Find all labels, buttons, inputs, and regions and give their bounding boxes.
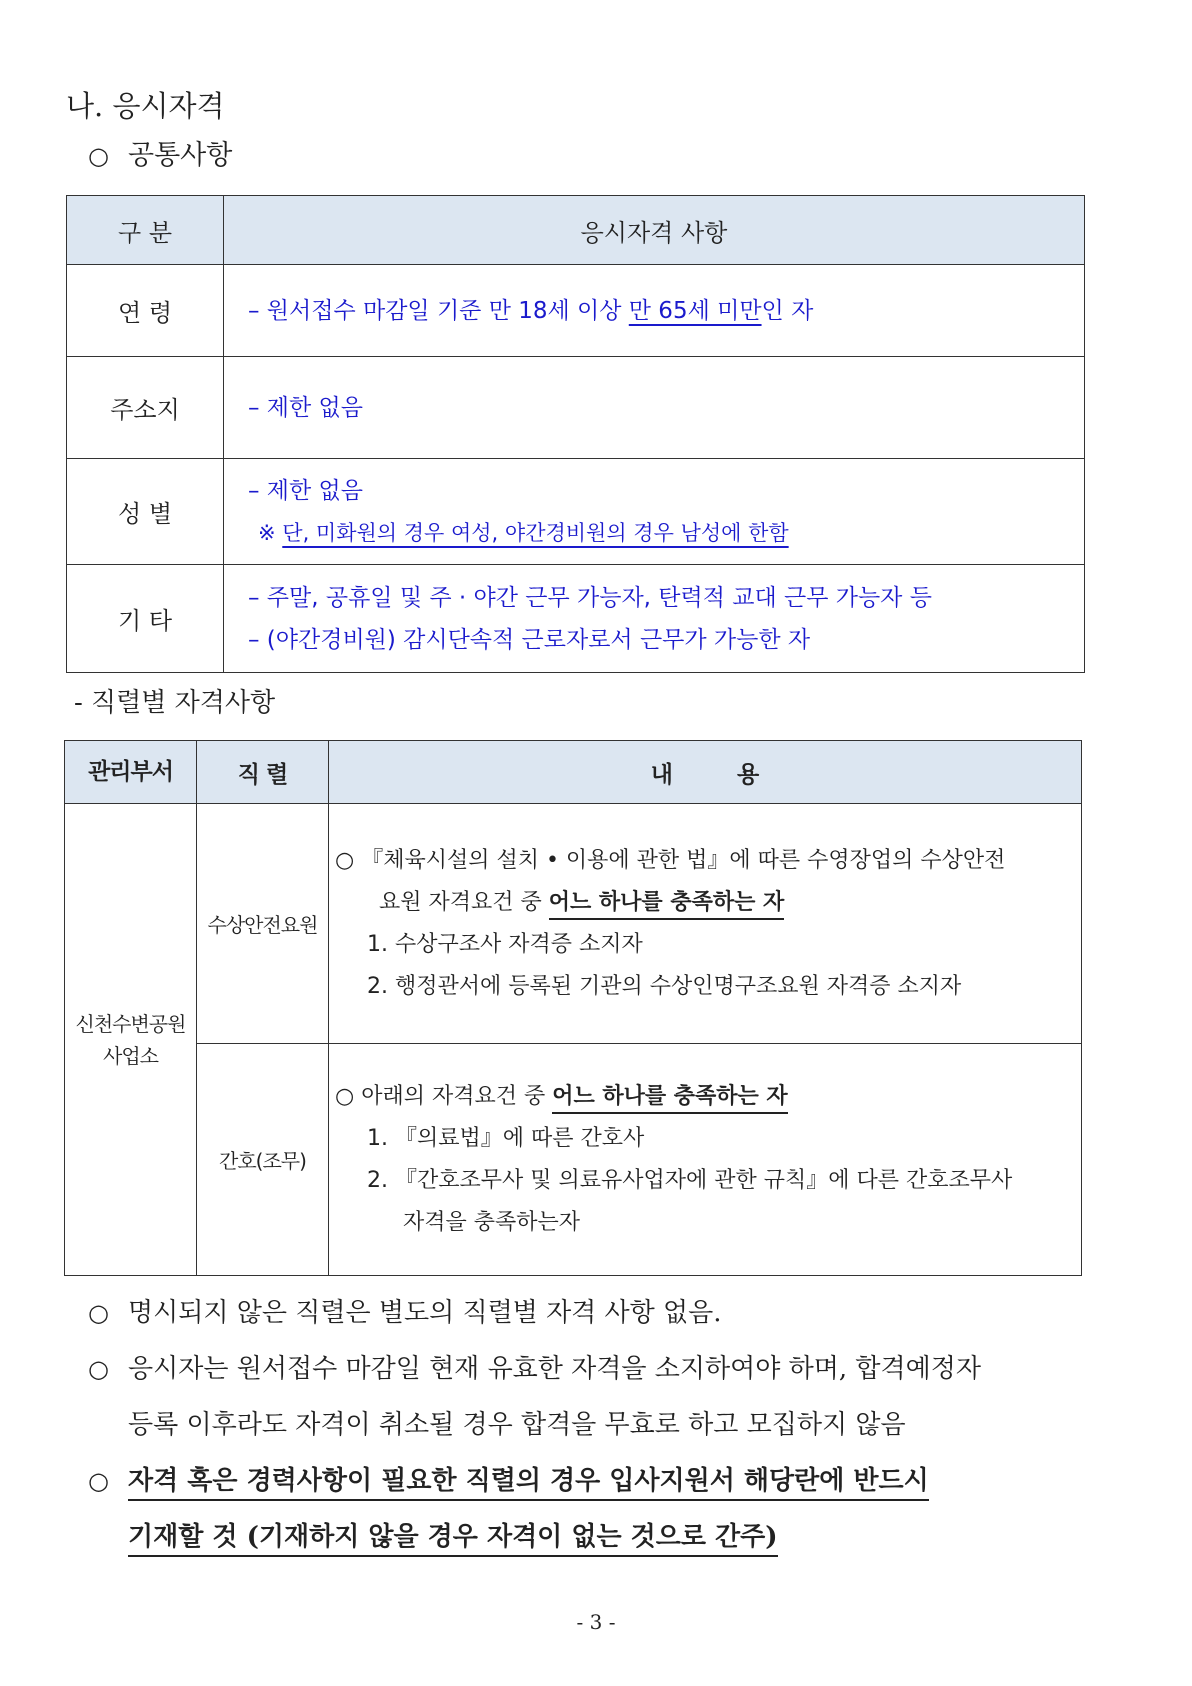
note-3-text-b: 기재할 것 (기재하지 않을 경우 자격이 없는 것으로 간주): [128, 1522, 778, 1557]
row-value-gender: [224, 459, 1085, 565]
lifeguard-line2a: 요원 자격요건 중: [379, 889, 549, 915]
note-mark: ※: [258, 520, 283, 545]
row-label-gender: 성 별: [67, 459, 224, 565]
table-row-age: [67, 265, 1085, 357]
col-header-job: 직 렬: [197, 741, 329, 804]
circle-bullet: ○: [88, 1466, 109, 1495]
note-1-text: 명시되지 않은 직렬은 별도의 직렬별 자격 사항 없음.: [128, 1298, 722, 1328]
note-2: [88, 1348, 981, 1385]
row-value-age: [224, 265, 1085, 357]
common-qualification-table: [66, 195, 1085, 673]
note-2-cont: 등록 이후라도 자격이 취소될 경우 합격을 무효로 하고 모집하지 않음: [128, 1410, 906, 1440]
table-row-etc: [67, 565, 1085, 673]
job-nurse: 간호(조무): [197, 1044, 329, 1276]
dept-cell: [65, 804, 197, 1276]
nurse-item1: 1. 『의료법』에 따른 간호사: [367, 1125, 645, 1151]
page-number: - 3 -: [576, 1610, 616, 1634]
col-header-requirement: 응시자격 사항: [224, 196, 1085, 265]
table-header-row: [67, 196, 1085, 265]
job-heading: - 직렬별 자격사항: [74, 688, 276, 718]
common-heading: [88, 133, 232, 172]
table-header-row: [65, 741, 1082, 804]
row-value-etc: [224, 565, 1085, 673]
dept-name: 신천수변공원 사업소: [75, 1011, 186, 1068]
note-3: [88, 1460, 929, 1497]
lifeguard-item2: 2. 행정관서에 등록된 기관의 수상인명구조요원 자격증 소지자: [367, 973, 962, 999]
gender-line2: [248, 512, 1084, 554]
nurse-item2b: 자격을 충족하는자: [403, 1209, 581, 1235]
nurse-item2: 2. 『간호조무사 및 의료유사업자에 관한 규칙』에 다른 간호조무사: [367, 1167, 1013, 1193]
lifeguard-item1: 1. 수상구조사 자격증 소지자: [367, 931, 643, 957]
content-lifeguard: [329, 804, 1082, 1044]
lifeguard-line2b: 어느 하나를 충족하는 자: [549, 890, 785, 920]
row-label-age: 연 령: [67, 265, 224, 357]
col-header-dept: 관리부서: [65, 741, 197, 804]
row-value-address: – 제한 없음: [224, 357, 1085, 459]
row-label-address: 주소지: [67, 357, 224, 459]
etc-line2: – (야간경비원) 감시단속적 근로자로서 근무가 가능한 자: [248, 626, 811, 653]
content-nurse: [329, 1044, 1082, 1276]
table-row-address: [67, 357, 1085, 459]
table-row-gender: [67, 459, 1085, 565]
age-text-a: – 원서접수 마감일 기준 만 18세 이상: [248, 297, 629, 324]
row-label-etc: 기 타: [67, 565, 224, 673]
gender-note: 단, 미화원의 경우 여성, 야간경비원의 경우 남성에 한함: [282, 520, 789, 545]
section-title: 나. 응시자격: [66, 89, 225, 123]
nurse-line1b: 어느 하나를 충족하는 자: [552, 1084, 788, 1114]
table-row-lifeguard: [65, 804, 1082, 1044]
lifeguard-line2: [335, 882, 1081, 924]
job-lifeguard: 수상안전요원: [197, 804, 329, 1044]
nurse-line1: [335, 1076, 1081, 1118]
circle-bullet: ○: [88, 142, 109, 170]
etc-line1: – 주말, 공휴일 및 주 · 야간 근무 가능자, 탄력적 교대 근무 가능자 등: [248, 584, 932, 611]
job-qualification-table: [64, 740, 1082, 1276]
col-header-category: 구 분: [67, 196, 224, 265]
age-text-underlined: 만 65세 미만: [628, 297, 762, 324]
gender-line1: – 제한 없음: [248, 477, 363, 504]
note-3-cont: [128, 1516, 778, 1553]
common-heading-text: 공통사항: [128, 140, 233, 171]
lifeguard-line1: ○ 『체육시설의 설치 • 이용에 관한 법』에 따른 수영장업의 수상안전: [335, 847, 1006, 873]
circle-bullet: ○: [88, 1355, 109, 1383]
col-header-content: 내 용: [329, 741, 1082, 804]
circle-bullet: ○: [88, 1299, 109, 1327]
note-2-text-a: 응시자는 원서접수 마감일 현재 유효한 자격을 소지하여야 하며, 합격예정자: [128, 1354, 981, 1384]
note-3-text-a: 자격 혹은 경력사항이 필요한 직렬의 경우 입사지원서 해당란에 반드시: [128, 1466, 929, 1501]
nurse-line1a: ○ 아래의 자격요건 중: [335, 1083, 553, 1109]
table-row-nurse: [65, 1044, 1082, 1276]
note-1: [88, 1292, 722, 1329]
age-text-b: 인 자: [761, 297, 814, 324]
